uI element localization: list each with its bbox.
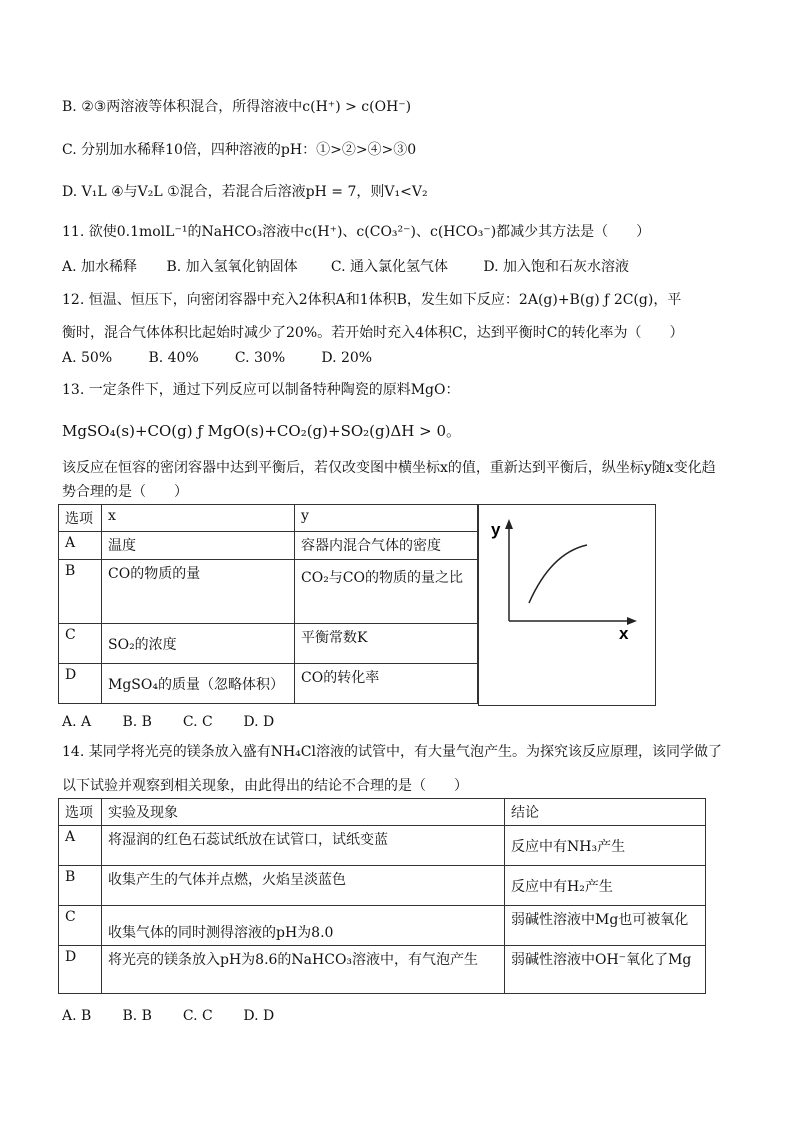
q14-header-conclusion: 结论 (505, 799, 706, 826)
q13-description-line1: 该反应在恒容的密闭容器中达到平衡后，若仅改变图中横坐标x的值，重新达到平衡后，纵坐标y随x变化趋 (62, 460, 716, 476)
q10-option-d: D. V₁L ④与V₂L ①混合，若混合后溶液pH = 7，则V₁<V₂ (62, 184, 428, 200)
q12-stem-line1: 12. 恒温、恒压下，向密闭容器中充入2体积A和1体积B，发生如下反应：2A(g)+B(g) ƒ 2C(g)，平 (62, 292, 682, 308)
q14-stem-line1: 14. 某同学将光亮的镁条放入盛有NH₄Cl溶液的试管中，有大量气泡产生。为探究该反应原理，该同学做了 (62, 744, 722, 760)
q14-row-d-option: D (59, 946, 102, 994)
q13-row-b-option: B (59, 560, 102, 624)
q13-row-a-y: 容器内混合气体的密度 (295, 532, 478, 560)
q13-row-c-option: C (59, 624, 102, 664)
q14-row-c-option: C (59, 906, 102, 946)
q14-header-option: 选项 (59, 799, 102, 826)
q12-option-d: D. 20% (321, 350, 373, 366)
q14-row-b-experiment: 收集产生的气体并点燃，火焰呈淡蓝色 (102, 866, 505, 906)
y-axis-arrow (505, 519, 513, 529)
x-axis-arrow (627, 617, 637, 625)
q13-option-b: B. B (122, 714, 152, 730)
q14-row-b-option: B (59, 866, 102, 906)
q13-row-d-option: D (59, 664, 102, 704)
q11-option-c: C. 通入氯化氢气体 (330, 259, 449, 275)
q13-header-x: x (102, 505, 295, 532)
q13-header-y: y (295, 505, 478, 532)
q14-option-b: B. B (122, 1008, 152, 1024)
q13-row-b-x: CO的物质的量 (102, 560, 295, 624)
q13-table (58, 504, 478, 704)
q14-row-d-experiment: 将光亮的镁条放入pH为8.6的NaHCO₃溶液中，有气泡产生 (102, 946, 505, 994)
q14-row-c-experiment: 收集气体的同时测得溶液的pH为8.0 (102, 906, 505, 946)
q13-description-line2: 势合理的是（ ） (62, 484, 188, 500)
q14-stem-line2: 以下试验并观察到相关现象，由此得出的结论不合理的是（ ） (62, 778, 468, 794)
q12-option-b: B. 40% (148, 350, 199, 366)
q14-row-c-conclusion: 弱碱性溶液中Mg也可被氧化 (505, 906, 706, 946)
q11-options (62, 257, 629, 277)
table-row (59, 560, 478, 624)
trend-curve (529, 545, 587, 603)
graph-y-label: y (491, 520, 501, 539)
q13-graph (479, 505, 655, 705)
q11-option-d: D. 加入饱和石灰水溶液 (483, 259, 629, 275)
q13-row-c-y: 平衡常数K (295, 624, 478, 664)
q10-option-b: B. ②③两溶液等体积混合，所得溶液中c(H⁺) > c(OH⁻) (62, 99, 412, 115)
q13-row-d-y: CO的转化率 (295, 664, 478, 704)
q12-option-a: A. 50% (62, 350, 113, 366)
q10-option-c: C. 分别加水稀释10倍，四种溶液的pH：①>②>④>③0 (62, 142, 417, 158)
q13-header-option: 选项 (59, 505, 102, 532)
q13-options (62, 712, 274, 732)
q13-row-a-option: A (59, 532, 102, 560)
q14-option-c: C. C (182, 1008, 213, 1024)
q13-row-c-x: SO₂的浓度 (102, 624, 295, 664)
q13-stem: 13. 一定条件下，通过下列反应可以制备特种陶瓷的原料MgO： (62, 382, 460, 398)
table-row (59, 624, 478, 664)
table-row (59, 906, 706, 946)
q13-option-d: D. D (243, 714, 275, 730)
q13-equation: MgSO₄(s)+CO(g) ƒ MgO(s)+CO₂(g)+SO₂(g)ΔH > 0。 (62, 422, 462, 440)
q14-header-experiment: 实验及现象 (102, 799, 505, 826)
q14-option-d: D. D (243, 1008, 275, 1024)
q14-row-b-conclusion: 反应中有H₂产生 (505, 866, 706, 906)
q12-option-c: C. 30% (234, 350, 286, 366)
table-row (59, 664, 478, 704)
q11-option-a: A. 加水稀释 (62, 259, 138, 275)
table-row (59, 532, 478, 560)
q14-options (62, 1006, 274, 1026)
q14-row-a-conclusion: 反应中有NH₃产生 (505, 826, 706, 866)
q14-row-a-option: A (59, 826, 102, 866)
q11-stem: 11. 欲使0.1molL⁻¹的NaHCO₃溶液中c(H⁺)、c(CO₃²⁻)、c(HCO₃⁻)都减少其方法是（ ） (62, 224, 651, 240)
q13-row-d-x: MgSO₄的质量（忽略体积） (102, 664, 295, 704)
table-row (59, 946, 706, 994)
table-row (59, 866, 706, 906)
q14-table (58, 798, 706, 994)
q12-options (62, 348, 372, 368)
q14-option-a: A. B (62, 1008, 92, 1024)
q13-graph-box (478, 504, 656, 706)
graph-x-label: x (619, 624, 629, 643)
q12-stem-line2: 衡时，混合气体体积比起始时减少了20%。若开始时充入4体积C，达到平衡时C的转化率为（ ） (62, 325, 684, 341)
q14-row-a-experiment: 将湿润的红色石蕊试纸放在试管口，试纸变蓝 (102, 826, 505, 866)
q13-row-a-x: 温度 (102, 532, 295, 560)
q11-option-b: B. 加入氢氧化钠固体 (166, 259, 298, 275)
q14-row-d-conclusion: 弱碱性溶液中OH⁻氧化了Mg (505, 946, 706, 994)
q13-option-c: C. C (182, 714, 213, 730)
q13-option-a: A. A (62, 714, 92, 730)
table-row (59, 826, 706, 866)
q13-row-b-y: CO₂与CO的物质的量之比 (295, 560, 478, 624)
